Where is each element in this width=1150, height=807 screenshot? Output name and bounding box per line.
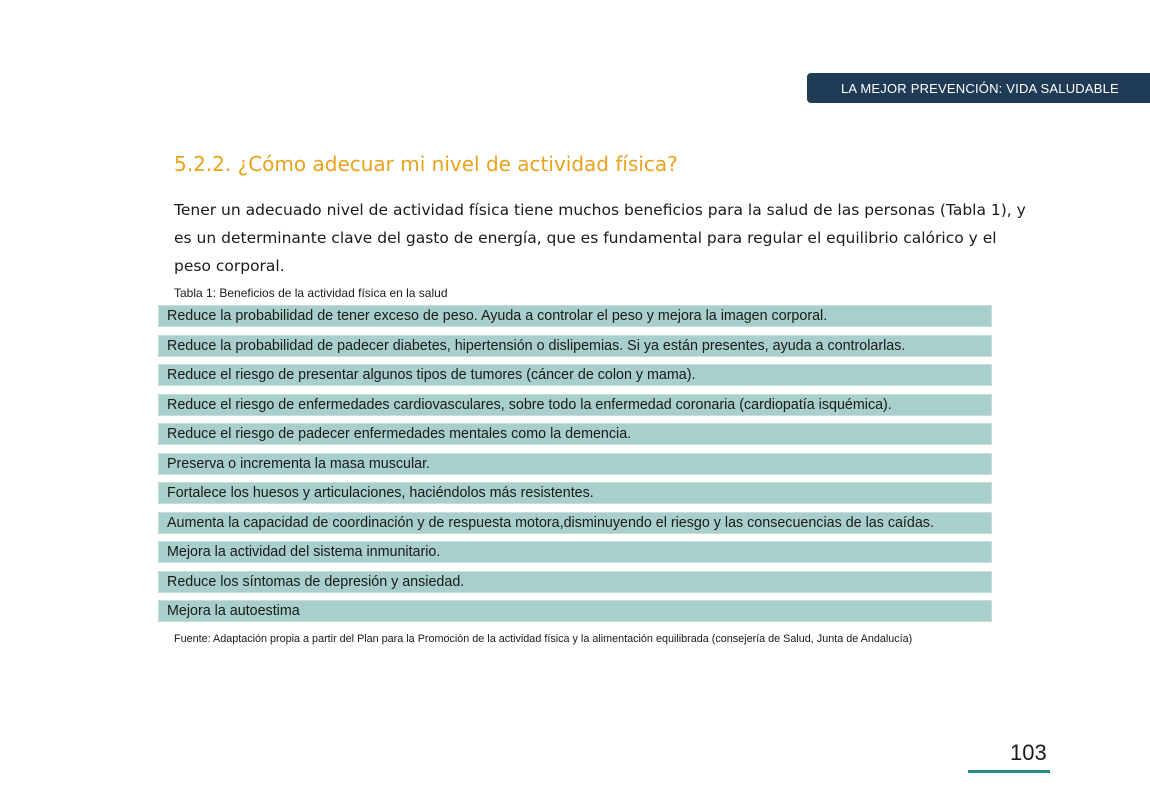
table-row: Mejora la autoestima	[158, 600, 992, 622]
table-row: Preserva o incrementa la masa muscular.	[158, 453, 992, 475]
running-header	[807, 73, 1150, 103]
table-row: Reduce los síntomas de depresión y ansiedad.	[158, 571, 992, 593]
table-row: Reduce la probabilidad de tener exceso de peso. Ayuda a controlar el peso y mejora la imagen corporal.	[158, 305, 992, 327]
table-source: Fuente: Adaptación propia a partir del Plan para la Promoción de la actividad física y la alimentación equilibrada (consejería de Salud, Junta de Andalucía)	[174, 633, 913, 645]
table-row: Reduce el riesgo de padecer enfermedades mentales como la demencia.	[158, 423, 992, 445]
table-caption: Tabla 1: Beneficios de la actividad física en la salud	[174, 286, 448, 300]
table-row: Reduce la probabilidad de padecer diabetes, hipertensión o dislipemias. Si ya están presentes, ayuda a controlarlas.	[158, 335, 992, 357]
running-header-label: LA MEJOR PREVENCIÓN: VIDA SALUDABLE	[841, 80, 1119, 96]
table-row: Reduce el riesgo de presentar algunos tipos de tumores (cáncer de colon y mama).	[158, 364, 992, 386]
table-row: Aumenta la capacidad de coordinación y de respuesta motora,disminuyendo el riesgo y las consecuencias de las caídas.	[158, 512, 992, 534]
table-row: Reduce el riesgo de enfermedades cardiovasculares, sobre todo la enfermedad coronaria (cardiopatía isquémica).	[158, 394, 992, 416]
intro-paragraph: Tener un adecuado nivel de actividad física tiene muchos beneficios para la salud de las personas (Tabla 1), y es un determinante clave del gasto de energía, que es fundamental para regular el equilibrio calórico y el peso corporal.	[174, 201, 1026, 275]
table-row: Fortalece los huesos y articulaciones, haciéndolos más resistentes.	[158, 482, 992, 504]
page-number-rule	[968, 770, 1050, 773]
section-title: 5.2.2. ¿Cómo adecuar mi nivel de actividad física?	[174, 152, 678, 176]
table-row: Mejora la actividad del sistema inmunitario.	[158, 541, 992, 563]
page-number: 103	[1010, 740, 1047, 765]
benefits-table	[158, 305, 992, 630]
